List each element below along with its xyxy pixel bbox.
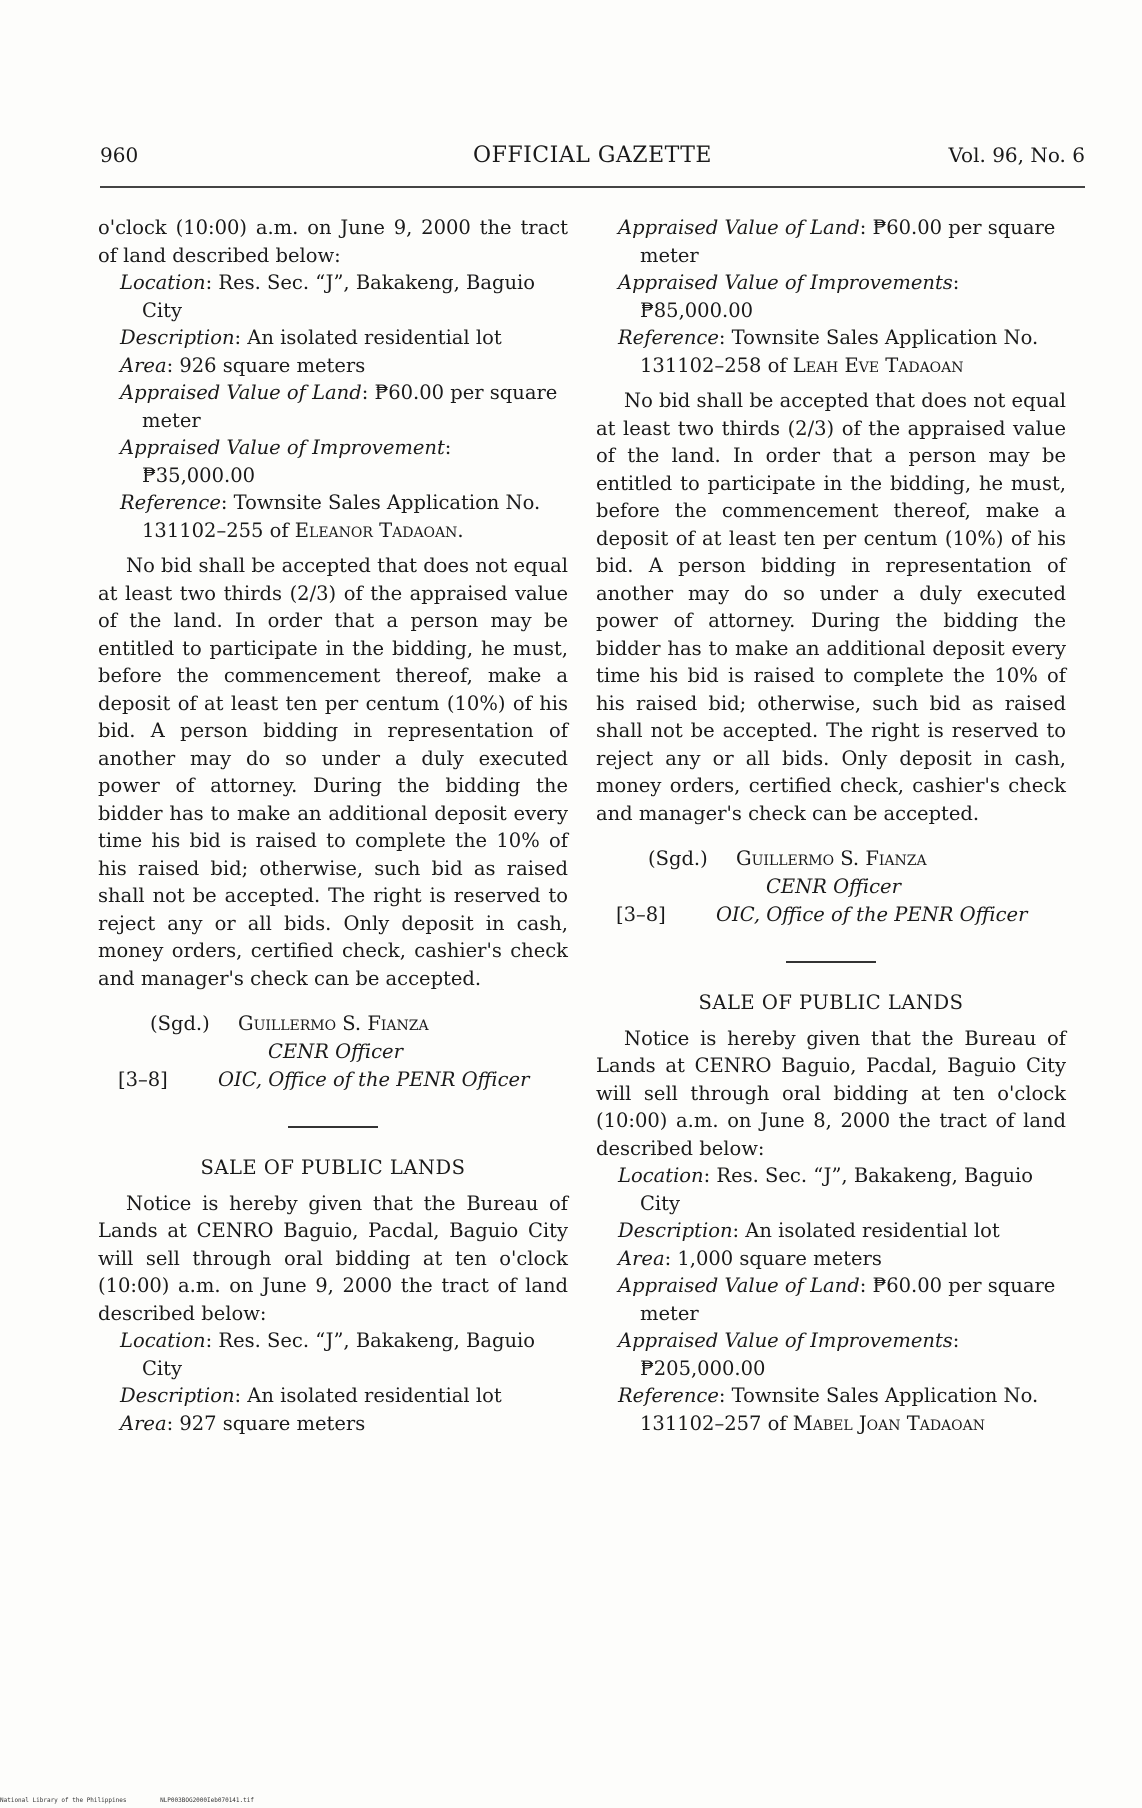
signatory-office: OIC, Office of the PENR Officer <box>218 1068 530 1091</box>
signatory-name: Guillermo S. Fianza <box>736 847 927 870</box>
signatory-name: Guillermo S. Fianza <box>238 1012 429 1035</box>
bid-terms-text: No bid shall be accepted that does not equal at least two thirds (2/3) of the appraised value of the land. In order that a person may be entitled to participate in the bidding, he must, before the commencement thereof, make a deposit of at least ten per centum (10%) of his bid. A person bidding in representation of another may do so under a duly executed power of attorney. During the bidding the bidder has to make an additional deposit every time his bid is raised to complete the 10% of his raised bid; otherwise, such bid as raised shall not be accepted. The right is reserved to reject any or all bids. Only deposit in cash, money orders, certified check, cashier's check and manager's check can be accepted. <box>98 554 568 990</box>
signature-block <box>596 845 1066 937</box>
lot2-reference: Reference: Townsite Sales Application No. 131102–258 of Leah Eve Tadaoan <box>618 326 1039 377</box>
scan-footer <box>0 1797 284 1804</box>
publication-code: [3–8] <box>118 1068 168 1091</box>
lot2-location: Location: Res. Sec. “J”, Bakakeng, Baguio City <box>120 1329 535 1380</box>
signatory-role: CENR Officer <box>268 1040 403 1063</box>
lot3-reference: Reference: Townsite Sales Application No. 131102–257 of Mabel Joan Tadaoan <box>618 1384 1039 1435</box>
section-divider <box>786 961 876 963</box>
section-heading: SALE OF PUBLIC LANDS <box>698 991 964 1014</box>
notice-text: Notice is hereby given that the Bureau of Lands at CENRO Baguio, Pacdal, Baguio City will sell through oral bidding at ten o'clock (10:00) a.m. on June 9, 2000 the tract of land described below: <box>98 1191 568 1325</box>
notice-text: Notice is hereby given that the Bureau of Lands at CENRO Baguio, Pacdal, Baguio City will sell through oral bidding at ten o'clock (10:00) a.m. on June 8, 2000 the tract of land described below: <box>596 1026 1066 1160</box>
signed-mark: (Sgd.) <box>648 847 708 870</box>
signature-block <box>98 1010 568 1102</box>
signatory-office: OIC, Office of the PENR Officer <box>716 903 1028 926</box>
lot1-reference: Reference: Townsite Sales Application No. 131102–255 of Eleanor Tadaoan. <box>120 491 541 542</box>
lot2-improvement-value: Appraised Value of Improvements: ₱85,000.00 <box>618 271 960 322</box>
bid-terms-text: No bid shall be accepted that does not equal at least two thirds (2/3) of the appraised value of the land. In order that a person may be entitled to participate in the bidding, he must, before the commencement thereof, make a deposit of at least ten per centum (10%) of his bid. A person bidding in representation of another may do so under a duly executed power of attorney. During the bidding the bidder has to make an additional deposit every time his bid is raised to complete the 10% of his raised bid; otherwise, such bid as raised shall not be accepted. The right is reserved to reject any or all bids. Only deposit in cash, money orders, certified check, cashier's check and manager's check can be accepted. <box>596 389 1066 825</box>
lot3-location: Location: Res. Sec. “J”, Bakakeng, Baguio City <box>618 1164 1033 1215</box>
intro-text: o'clock (10:00) a.m. on June 9, 2000 the tract of land described below: <box>98 216 568 267</box>
lot1-land-value: Appraised Value of Land: ₱60.00 per square meter <box>120 381 558 432</box>
lot2-land-value: Appraised Value of Land: ₱60.00 per square meter <box>618 216 1056 267</box>
header-rule <box>100 186 1085 188</box>
lot3-land-value: Appraised Value of Land: ₱60.00 per square meter <box>618 1274 1056 1325</box>
publication-title: OFFICIAL GAZETTE <box>473 143 712 168</box>
section-divider <box>288 1126 378 1128</box>
lot3-description: Description: An isolated residential lot <box>618 1219 1000 1242</box>
lot2-description: Description: An isolated residential lot <box>120 1384 502 1407</box>
signed-mark: (Sgd.) <box>150 1012 210 1035</box>
lot1-improvement-value: Appraised Value of Improvement: ₱35,000.00 <box>120 436 452 487</box>
lot1-location: Location: Res. Sec. “J”, Bakakeng, Baguio City <box>120 271 535 322</box>
lot1-area: Area: 926 square meters <box>120 353 366 377</box>
lot2-area: Area: 927 square meters <box>120 1411 366 1435</box>
section-heading: SALE OF PUBLIC LANDS <box>200 1156 466 1179</box>
volume-label: Vol. 96, No. 6 <box>948 143 1085 167</box>
right-column <box>596 214 1066 1437</box>
publication-code: [3–8] <box>616 903 666 926</box>
left-column <box>98 214 568 1437</box>
lot3-improvement-value: Appraised Value of Improvements: ₱205,000.00 <box>618 1329 960 1380</box>
lot3-area: Area: 1,000 square meters <box>618 1246 882 1270</box>
library-credit: National Library of the Philippines <box>0 1797 127 1804</box>
page-number: 960 <box>100 143 139 167</box>
lot1-description: Description: An isolated residential lot <box>120 326 502 349</box>
page-header <box>100 143 1085 183</box>
scan-filename: NLP003BOG2000Ieb070141.tif <box>160 1797 254 1804</box>
signatory-role: CENR Officer <box>766 875 901 898</box>
